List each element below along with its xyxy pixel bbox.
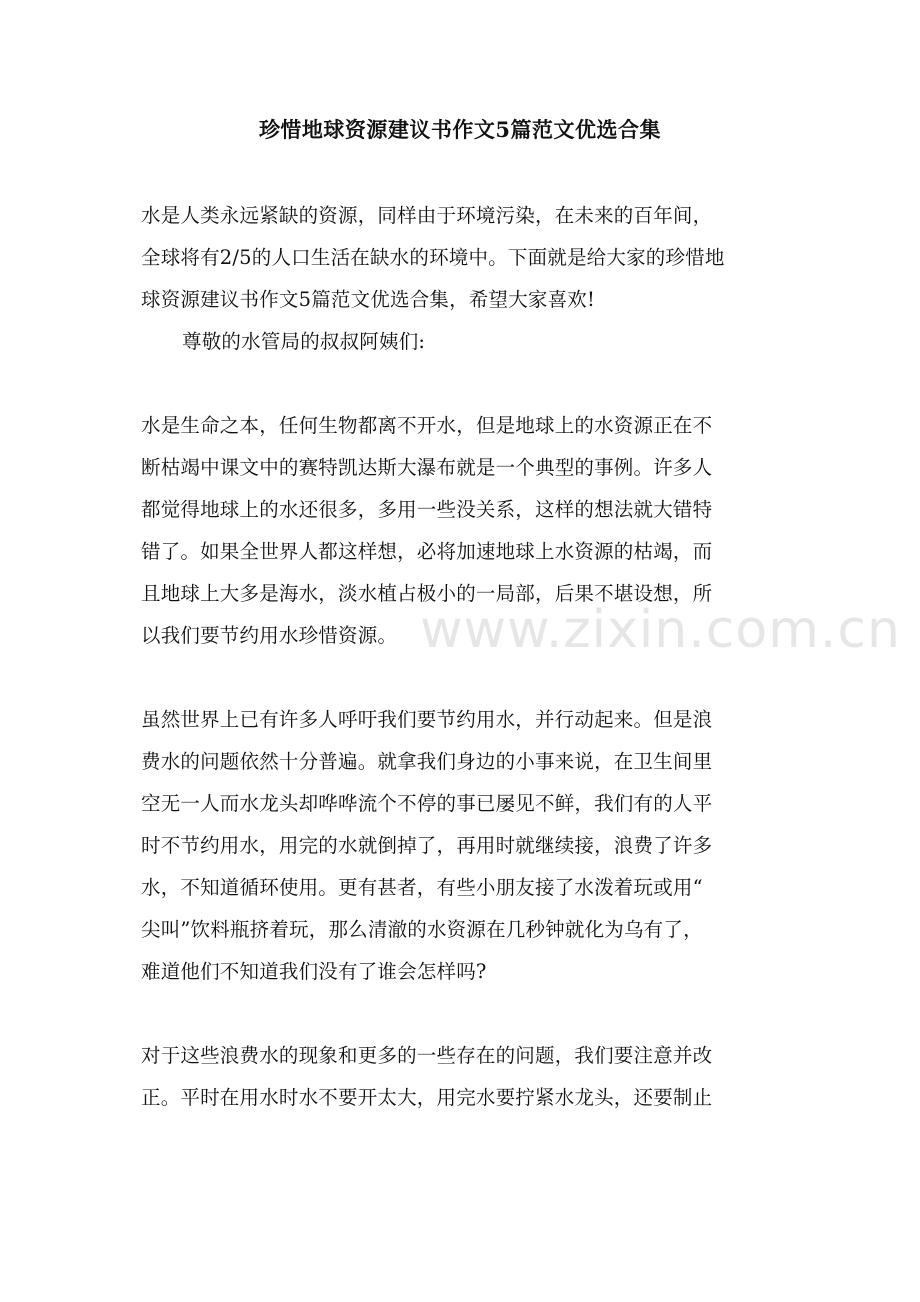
paragraph-1	[141, 405, 781, 657]
paragraph-line: 对于这些浪费水的现象和更多的一些存在的问题，我们要注意并改	[141, 1044, 713, 1067]
paragraph-line: 且地球上大多是海水，淡水植占极小的一局部，后果不堪设想，所	[141, 582, 713, 605]
paragraph-line: 水是生命之本，任何生物都离不开水，但是地球上的水资源正在不	[141, 414, 713, 437]
intro-line: 全球将有2/5的人口生活在缺水的环境中。下面就是给大家的珍惜地	[141, 246, 725, 269]
paragraph-line: 以我们要节约用水珍惜资源。	[141, 624, 398, 647]
paragraph-line: 错了。如果全世界人都这样想，必将加速地球上水资源的枯竭，而	[141, 540, 713, 563]
paragraph-line: 费水的问题依然十分普遍。就拿我们身边的小事来说，在卫生间里	[141, 750, 713, 773]
paragraph-line: 尖叫”饮料瓶挤着玩，那么清澈的水资源在几秒钟就化为乌有了，	[141, 918, 703, 941]
document-title: 珍惜地球资源建议书作文5篇范文优选合集	[258, 117, 662, 142]
paragraph-line: 都觉得地球上的水还很多，多用一些没关系，这样的想法就大错特	[141, 498, 713, 521]
watermark: www.zixin.com.cn	[420, 600, 901, 660]
paragraph-2	[141, 699, 781, 993]
paragraph-line: 难道他们不知道我们没有了谁会怎样吗?	[141, 960, 487, 983]
paragraph-line: 断枯竭中课文中的赛特凯达斯大瀑布就是一个典型的事例。许多人	[141, 456, 713, 479]
intro-line: 球资源建议书作文5篇范文优选合集，希望大家喜欢!	[141, 288, 596, 311]
paragraph-line: 时不节约用水，用完的水就倒掉了，再用时就继续接，浪费了许多	[141, 834, 713, 857]
paragraph-line: 空无一人而水龙头却哗哗流个不停的事已屡见不鲜，我们有的人平	[141, 792, 713, 815]
paragraph-line: 正。平时在用水时水不要开太大，用完水要拧紧水龙头，还要制止	[141, 1086, 713, 1109]
intro-line: 水是人类永远紧缺的资源，同样由于环境污染，在未来的百年间，	[141, 204, 713, 227]
intro-paragraph	[141, 195, 781, 363]
salutation: 尊敬的水管局的叔叔阿姨们:	[182, 330, 426, 353]
paragraph-line: 虽然世界上已有许多人呼吁我们要节约用水，并行动起来。但是浪	[141, 708, 713, 731]
paragraph-3	[141, 1035, 781, 1119]
paragraph-line: 水，不知道循环使用。更有甚者，有些小朋友接了水泼着玩或用“	[141, 876, 703, 899]
